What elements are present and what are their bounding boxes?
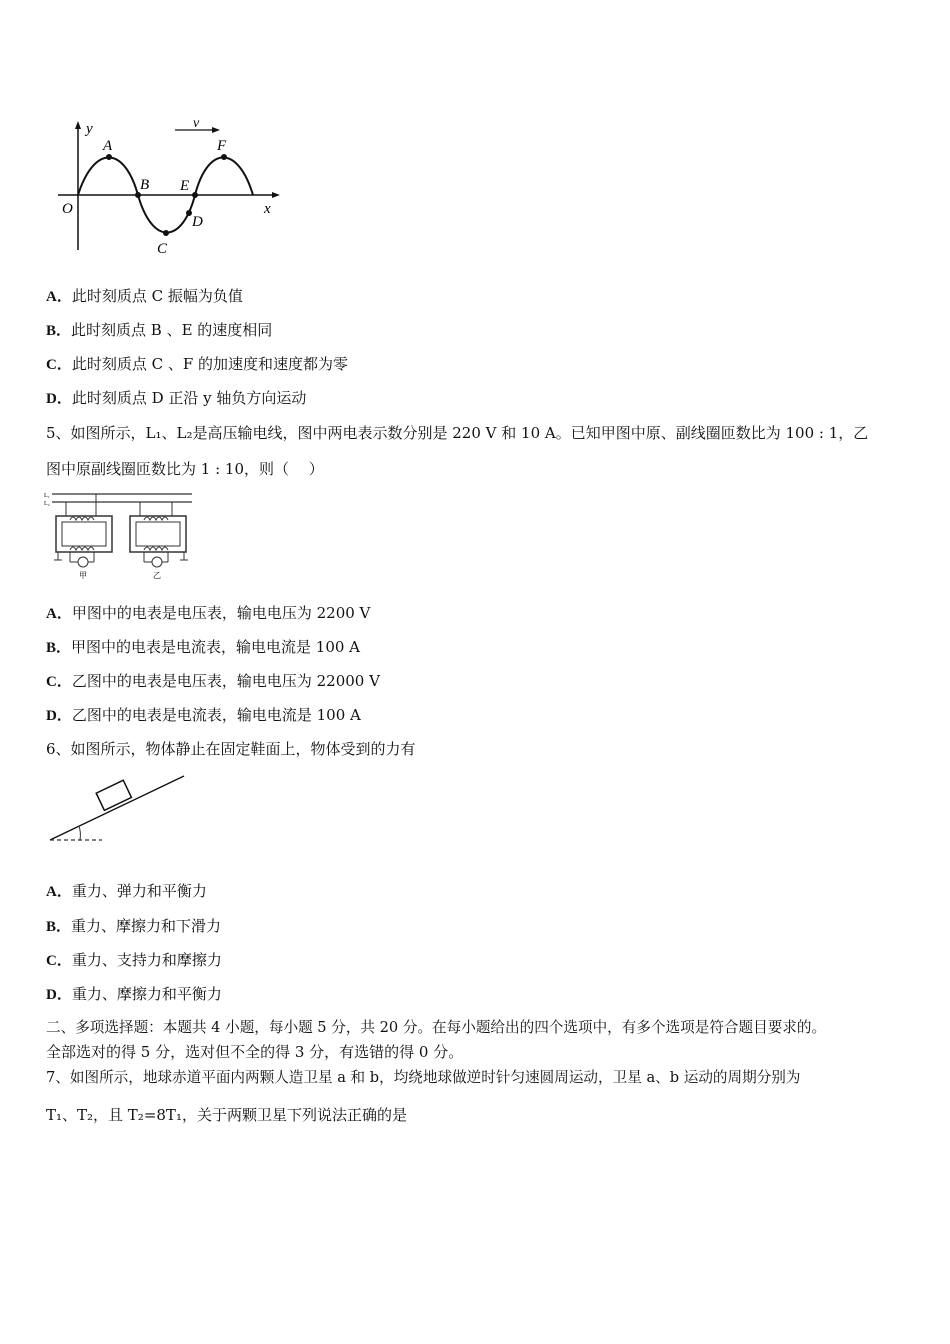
q7-stem-line1: 7、如图所示，地球赤道平面内两颗人造卫星 a 和 b，均绕地球做逆时针匀速圆周运动，卫星 a、b 运动的周期分别为 xyxy=(46,1069,801,1086)
option-letter: B． xyxy=(46,919,72,935)
option-letter: B． xyxy=(46,640,72,656)
section2-line2: 全部选对的得 5 分，选对但不全的得 3 分，有选错的得 0 分。 xyxy=(46,1043,464,1061)
option-text: 甲图中的电表是电压表，输电电压为 2200 V xyxy=(71,604,371,622)
q4-option-b xyxy=(46,320,272,341)
option-letter: A． xyxy=(46,289,72,305)
option-letter: B． xyxy=(46,323,72,339)
wave-figure xyxy=(50,115,290,260)
label-L2: L₂ xyxy=(44,501,50,507)
option-text: 此时刻质点 B 、E 的速度相同 xyxy=(71,321,273,339)
label-E: E xyxy=(180,178,190,194)
q6-option-d xyxy=(46,984,222,1005)
option-letter: C． xyxy=(46,953,72,969)
option-letter: D． xyxy=(46,987,72,1003)
transformer-figure xyxy=(44,490,194,582)
label-L1: L₁ xyxy=(44,493,50,499)
q5-option-a xyxy=(46,603,370,624)
label-yi: 乙 xyxy=(153,571,161,580)
q7-stem-line2: T₁、T₂，且 T₂=8T₁，关于两颗卫星下列说法正确的是 xyxy=(46,1106,407,1124)
q5-option-b xyxy=(46,637,360,658)
q4-option-c xyxy=(46,354,348,375)
label-C: C xyxy=(157,241,168,257)
label-x: x xyxy=(264,201,271,217)
option-letter: D． xyxy=(46,391,72,407)
q4-option-a xyxy=(46,286,243,307)
section2-line1: 二、多项选择题：本题共 4 小题，每小题 5 分，共 20 分。在每小题给出的四个选项中，有多个选项是符合题目要求的。 xyxy=(46,1019,827,1036)
option-letter: C． xyxy=(46,357,72,373)
q6-option-a xyxy=(46,881,207,902)
q4-option-d xyxy=(46,388,306,409)
option-letter: A． xyxy=(46,606,72,622)
label-O: O xyxy=(62,201,73,217)
label-D: D xyxy=(192,214,203,230)
option-text: 乙图中的电表是电流表，输电电流是 100 A xyxy=(71,706,361,724)
q5-option-c xyxy=(46,671,380,692)
label-jia: 甲 xyxy=(79,571,87,580)
q5-stem-line1: 5、如图所示，L₁、L₂是高压输电线，图中两电表示数分别是 220 V 和 10 A。已知甲图中原、副线圈匝数比为 100 : 1，乙 xyxy=(46,424,869,442)
option-letter: D． xyxy=(46,708,72,724)
label-v: v xyxy=(193,116,200,131)
option-letter: C． xyxy=(46,674,72,690)
option-text: 重力、支持力和摩擦力 xyxy=(71,951,222,969)
label-B: B xyxy=(140,177,150,193)
label-y: y xyxy=(86,121,93,137)
option-text: 甲图中的电表是电流表，输电电流是 100 A xyxy=(71,638,361,656)
q6-stem: 6、如图所示，物体静止在固定鞋面上，物体受到的力有 xyxy=(46,740,416,758)
option-text: 重力、弹力和平衡力 xyxy=(71,882,207,900)
option-letter: A． xyxy=(46,884,72,900)
option-text: 此时刻质点 C 振幅为负值 xyxy=(71,287,243,305)
q5-stem-line2: 图中原副线圈匝数比为 1 : 10，则（ ） xyxy=(46,460,324,478)
q6-option-b xyxy=(46,916,221,937)
option-text: 此时刻质点 C 、F 的加速度和速度都为零 xyxy=(71,355,349,373)
label-A: A xyxy=(103,138,113,154)
label-F: F xyxy=(217,138,227,154)
option-text: 重力、摩擦力和平衡力 xyxy=(71,985,222,1003)
q5-option-d xyxy=(46,705,361,726)
option-text: 重力、摩擦力和下滑力 xyxy=(71,917,222,935)
incline-figure xyxy=(46,770,191,848)
option-text: 乙图中的电表是电压表，输电电压为 22000 V xyxy=(71,672,380,690)
option-text: 此时刻质点 D 正沿 y 轴负方向运动 xyxy=(71,389,307,407)
q6-option-c xyxy=(46,950,222,971)
